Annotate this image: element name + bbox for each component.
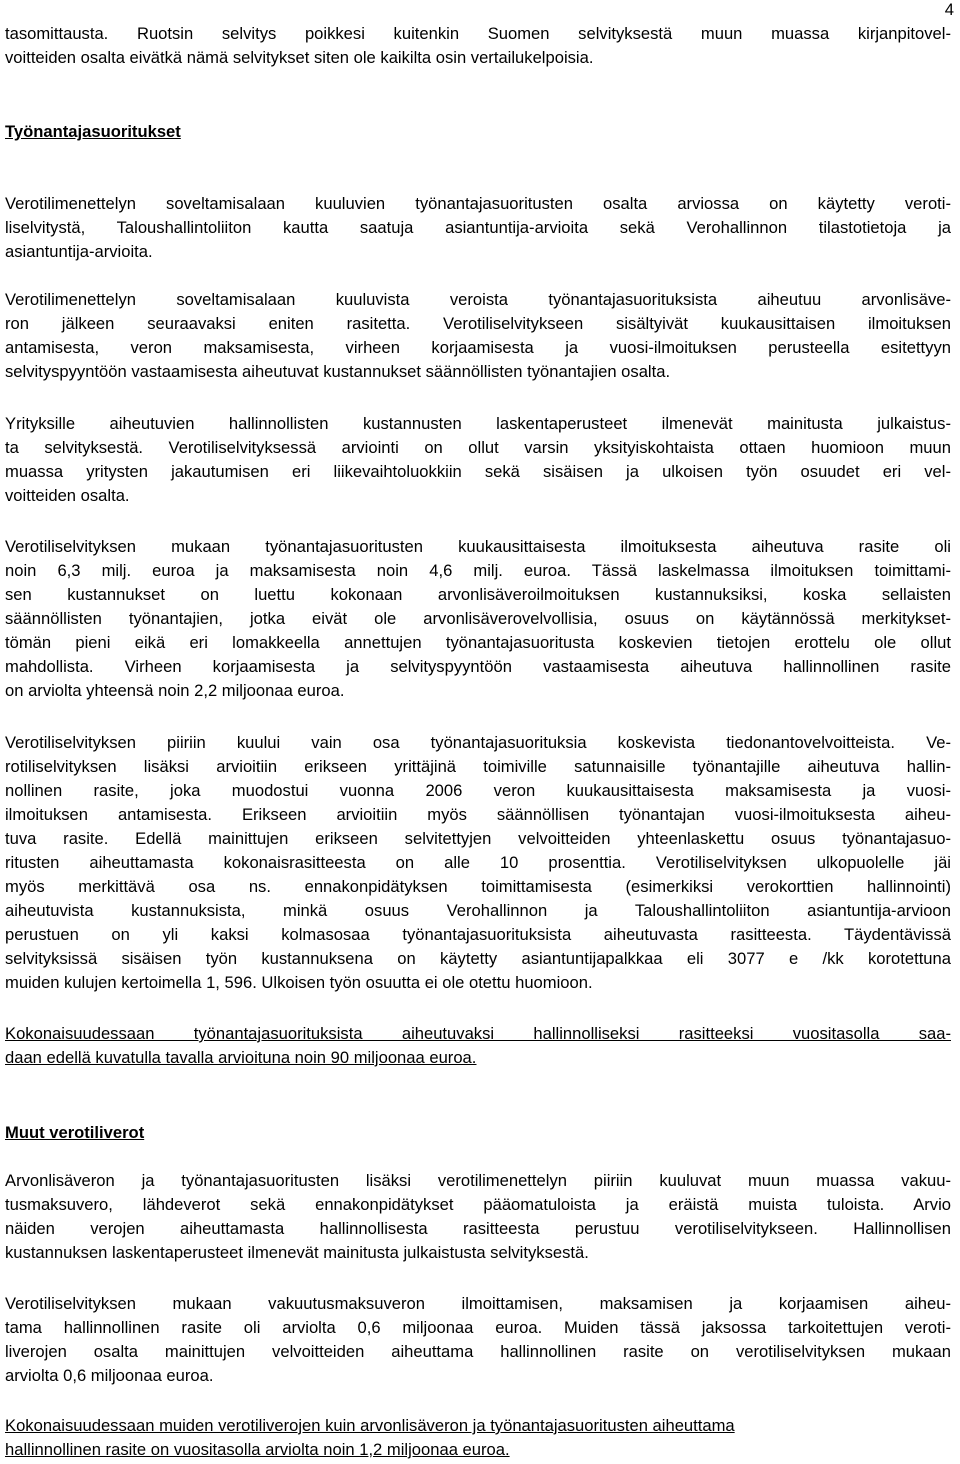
text-line: liverojen osalta mainittujen velvoitteiden aiheuttama hallinnollinen rasite on verotiliselvityksen mukaan	[5, 1342, 951, 1361]
section-heading-text: Työnantajasuoritukset	[5, 122, 181, 141]
text-line: nollinen rasite, joka muodostui vuonna 2006 veron kuukausittaisesta maksamisesta ja vuosi-	[5, 781, 951, 800]
text-line: Verotilimenettelyn soveltamisalaan kuuluvista veroista työnantajasuorituksista aiheutuu arvonlisäve-	[5, 290, 951, 309]
text-line: Yrityksille aiheutuvien hallinnollisten kustannusten laskentaperusteet ilmenevät mainitusta julkaistus-	[5, 414, 951, 433]
text-line: voitteiden osalta.	[5, 486, 130, 505]
text-line: säännöllisten työnantajien, jotka eivät ole arvonlisäverovelvollisia, osuus on käytännössä merkitykset-	[5, 609, 951, 628]
section-heading-text: Muut verotiliverot	[5, 1123, 145, 1142]
text-line: antamisesta, veron maksamisesta, virheen korjaamisesta ja vuosi-ilmoituksen perusteella esitettyyn	[5, 338, 951, 357]
text-line: Verotiliselvityksen mukaan vakuutusmaksuveron ilmoittamisen, maksamisen ja korjaamisen aiheu-	[5, 1294, 951, 1313]
summary-paragraph-underlined	[5, 1022, 951, 1070]
text-line: selvityksissä sisäisen työn kustannuksena on käytetty asiantuntijapalkkaa eli 3077 e /kk korotettuna	[5, 949, 951, 968]
text-line: selvityspyyntöön vastaamisesta aiheutuvat kustannukset säännöllisten työnantajien osalta.	[5, 362, 671, 381]
paragraph	[5, 535, 951, 703]
text-line: Verotiliselvityksen mukaan työnantajasuoritusten kuukausittaisesta ilmoituksesta aiheutuva rasite oli	[5, 537, 951, 556]
text-line: kustannuksen laskentaperusteet ilmenevät mainitusta julkaistusta selvityksestä.	[5, 1243, 589, 1262]
text-line: Verotilimenettelyn soveltamisalaan kuuluvien työnantajasuoritusten osalta arviossa on käytetty veroti-	[5, 194, 951, 213]
text-line: ron jälkeen seuraavaksi eniten rasitetta. Verotiliselvitykseen sisältyivät kuukausittaisen ilmoituksen	[5, 314, 951, 333]
text-line: muassa yritysten jakautumisen eri liikevaihtoluokkiin sekä sisäisen ja ulkoisen työn osuudet eri vel-	[5, 462, 951, 481]
text-line: Kokonaisuudessaan työnantajasuorituksista aiheutuvaksi hallinnolliseksi rasitteeksi vuositasolla saa-	[5, 1024, 951, 1043]
text-line: asiantuntija-arvioita.	[5, 242, 153, 261]
text-line: ta selvityksestä. Verotiliselvityksessä arviointi on ollut varsin yksityiskohtaista ottaen huomioon muun	[5, 438, 951, 457]
section-heading-tyonantajasuoritukset	[5, 120, 951, 144]
text-line: perustuen on yli kaksi kolmasosaa työnantajasuorituksista aiheutuvasta rasitteesta. Täydentävissä	[5, 925, 951, 944]
page-number: 4	[944, 0, 954, 19]
text-line: tasomittausta. Ruotsin selvitys poikkesi kuitenkin Suomen selvityksestä muun muassa kirjanpitovel-	[5, 24, 951, 43]
text-line: Kokonaisuudessaan muiden verotiliverojen kuin arvonlisäveron ja työnantajasuoritusten aiheuttama	[5, 1416, 735, 1435]
text-line: Verotiliselvityksen piiriin kuului vain osa työnantajasuorituksia koskevista tiedonantovelvoitteista. Ve-	[5, 733, 951, 752]
paragraph	[5, 288, 951, 384]
text-line: ilmoituksen antamisesta. Erikseen arvioitiin myös säännöllisen työnantajan vuosi-ilmoituksesta aiheu-	[5, 805, 951, 824]
text-line: ritusten aiheuttamasta kokonaisrasitteesta on alle 10 prosenttia. Verotiliselvityksen ulkopuolelle jäi	[5, 853, 951, 872]
text-line: tama hallinnollinen rasite oli arviolta 0,6 miljoonaa euroa. Muiden tässä jaksossa tarkoitettujen veroti-	[5, 1318, 951, 1337]
text-line: tömän pieni eikä eri lomakkeella annettujen työnantajasuoritusta koskevien tietojen erottelu ole ollut	[5, 633, 951, 652]
text-line: hallinnollinen rasite on vuositasolla arviolta noin 1,2 miljoonaa euroa.	[5, 1440, 510, 1459]
summary-paragraph-underlined	[5, 1414, 951, 1462]
text-line: aiheutuvista kustannuksista, minkä osuus Verohallinnon ja Taloushallintoliiton asiantuntija-arvioon	[5, 901, 951, 920]
text-line: muiden kulujen kertoimella 1, 596. Ulkoisen työn osuutta ei ole otettu huomioon.	[5, 973, 593, 992]
paragraph	[5, 412, 951, 508]
text-line: arviolta 0,6 miljoonaa euroa.	[5, 1366, 214, 1385]
text-line: on arviolta yhteensä noin 2,2 miljoonaa euroa.	[5, 681, 345, 700]
text-line: voitteiden osalta eivätkä nämä selvitykset siten ole kaikilta osin vertailukelpoisia.	[5, 48, 594, 67]
text-line: noin 6,3 milj. euroa ja maksamisesta noin 4,6 milj. euroa. Tässä laskelmassa ilmoituksen toimittami-	[5, 561, 951, 580]
text-line: tuva rasite. Edellä mainittujen erikseen selvitettyjen velvoitteiden yhteenlaskettu osuus työnantajasuo-	[5, 829, 951, 848]
text-line: myös merkittävä osa ns. ennakonpidätyksen toimittamisesta (esimerkiksi verokorttien hallinnointi)	[5, 877, 951, 896]
paragraph	[5, 1169, 951, 1265]
text-line: daan edellä kuvatulla tavalla arvioituna noin 90 miljoonaa euroa.	[5, 1048, 477, 1067]
text-line: sen kustannukset on luettu kokonaan arvonlisäveroilmoituksen kustannuksiksi, koska sellaisten	[5, 585, 951, 604]
text-line: Arvonlisäveron ja työnantajasuoritusten lisäksi verotilimenettelyn piiriin kuuluvat muun muassa vakuu-	[5, 1171, 951, 1190]
section-heading-muut-verotiliverot	[5, 1121, 951, 1145]
text-line: rotiliselvityksen lisäksi arvioitiin erikseen yrittäjinä toimiville satunnaisille työnantajille aiheutuva hallin-	[5, 757, 951, 776]
paragraph	[5, 192, 951, 264]
intro-paragraph	[5, 22, 951, 70]
text-line: näiden verojen aiheuttamasta hallinnollisesta rasitteesta perustuu verotiliselvitykseen. Hallinnollisen	[5, 1219, 951, 1238]
text-line: mahdollista. Virheen korjaamisesta ja selvityspyyntöön vastaamisesta aiheutuva hallinnollinen rasite	[5, 657, 951, 676]
text-line: tusmaksuvero, lähdeverot sekä ennakonpidätykset pääomatuloista ja eräistä muista tuloista. Arvio	[5, 1195, 951, 1214]
paragraph	[5, 731, 951, 995]
text-line: liselvitystä, Taloushallintoliiton kautta saatuja asiantuntija-arvioita sekä Verohallinnon tilastotietoja ja	[5, 218, 951, 237]
paragraph	[5, 1292, 951, 1388]
